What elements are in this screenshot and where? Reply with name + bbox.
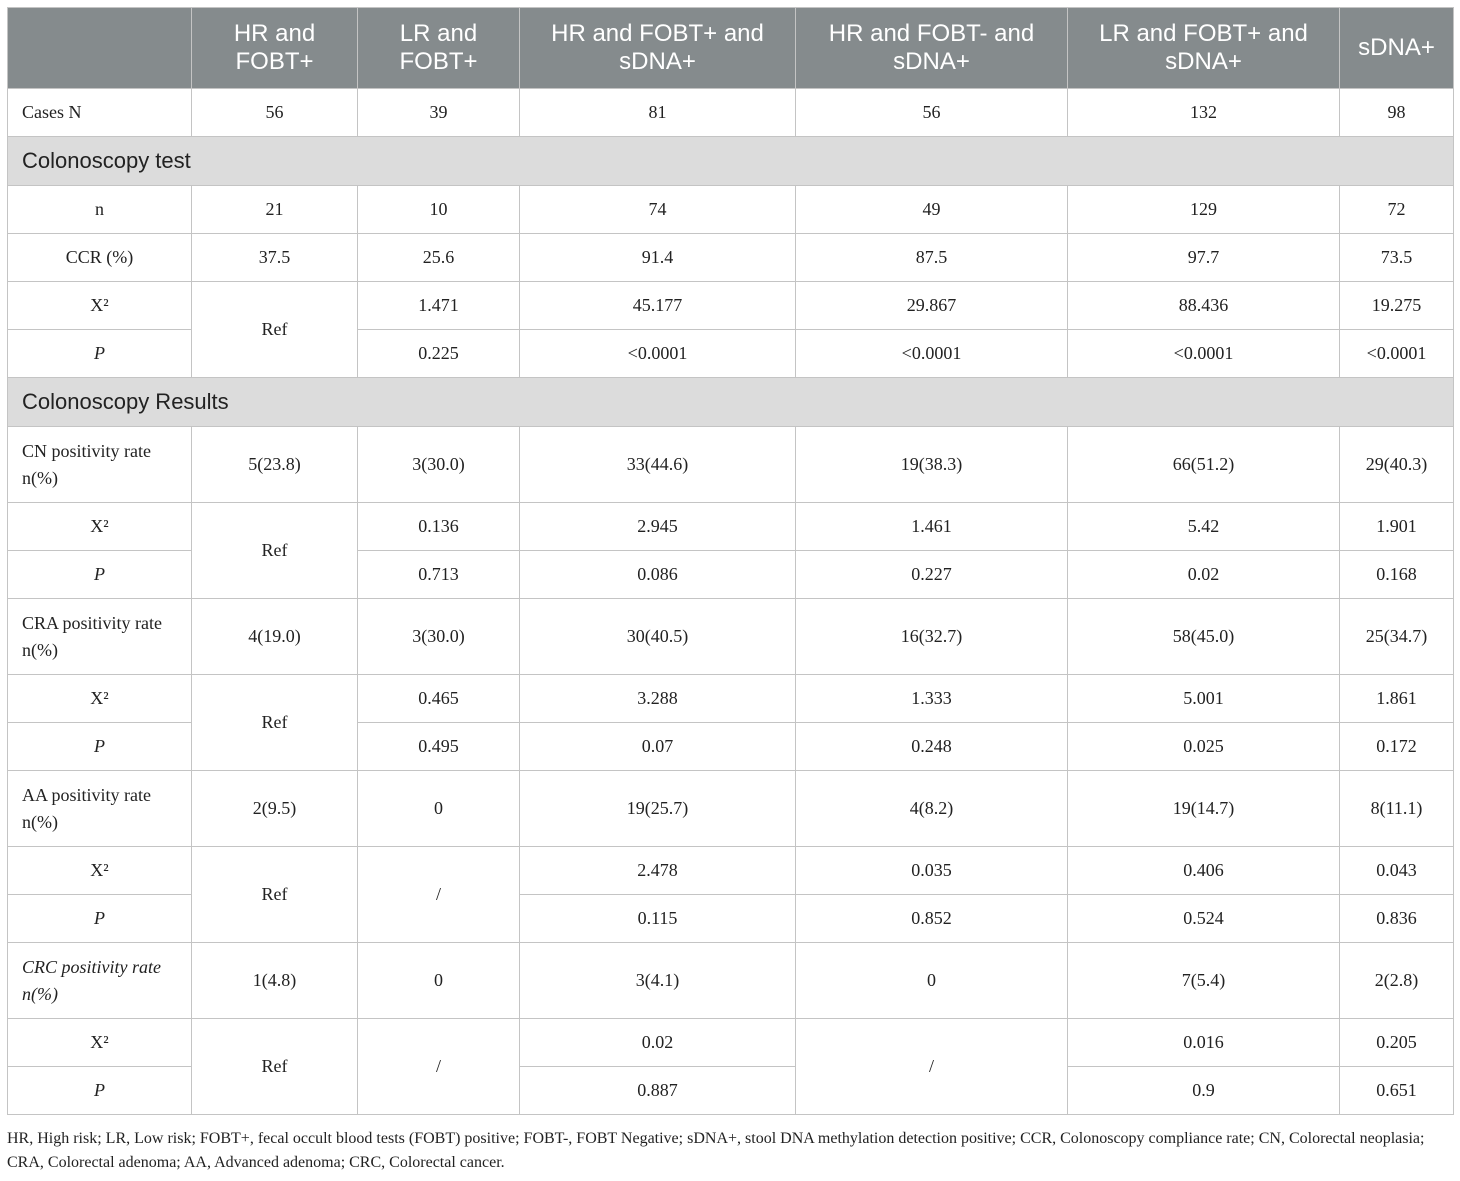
table-cell: 4(8.2) — [796, 771, 1068, 847]
table-cell: 81 — [520, 89, 796, 137]
table-cell: 0.205 — [1340, 1019, 1454, 1067]
table-cell: 0.227 — [796, 551, 1068, 599]
table-cell: 10 — [358, 186, 520, 234]
header-cell: LR and FOBT+ and sDNA+ — [1068, 8, 1340, 89]
table-cell: 98 — [1340, 89, 1454, 137]
table-cell: 0.02 — [1068, 551, 1340, 599]
header-row — [8, 8, 1454, 89]
table-cell: 2.478 — [520, 847, 796, 895]
table-cell: 0.465 — [358, 675, 520, 723]
ref-cell: Ref — [192, 1019, 358, 1115]
table-cell: 0.02 — [520, 1019, 796, 1067]
table-cell: 0.225 — [358, 330, 520, 378]
table-cell: 49 — [796, 186, 1068, 234]
table-cell: 5.42 — [1068, 503, 1340, 551]
table-cell: 1.471 — [358, 282, 520, 330]
table-cell: 91.4 — [520, 234, 796, 282]
table-cell: 66(51.2) — [1068, 427, 1340, 503]
table-cell: 0.887 — [520, 1067, 796, 1115]
table-cell: <0.0001 — [520, 330, 796, 378]
section-row — [8, 378, 1454, 427]
table-cell: 30(40.5) — [520, 599, 796, 675]
table-cell: 132 — [1068, 89, 1340, 137]
section-row — [8, 137, 1454, 186]
table-cell: 0.136 — [358, 503, 520, 551]
table-row — [8, 282, 1454, 330]
table-cell: 1.901 — [1340, 503, 1454, 551]
table-cell: 0.016 — [1068, 1019, 1340, 1067]
table-cell: 74 — [520, 186, 796, 234]
row-label: X² — [8, 282, 192, 330]
table-cell: 1(4.8) — [192, 943, 358, 1019]
ref-cell: Ref — [192, 282, 358, 378]
row-label: CCR (%) — [8, 234, 192, 282]
row-label: P — [8, 551, 192, 599]
table-cell: 0.086 — [520, 551, 796, 599]
table-cell: 0.172 — [1340, 723, 1454, 771]
table-cell: 87.5 — [796, 234, 1068, 282]
table-row — [8, 427, 1454, 503]
table-row — [8, 599, 1454, 675]
row-label: P — [8, 895, 192, 943]
table-cell: 0.852 — [796, 895, 1068, 943]
table-cell: 3(30.0) — [358, 599, 520, 675]
table-cell: 2(2.8) — [1340, 943, 1454, 1019]
row-label: n — [8, 186, 192, 234]
table-cell: 88.436 — [1068, 282, 1340, 330]
table-cell: 39 — [358, 89, 520, 137]
table-cell: 5(23.8) — [192, 427, 358, 503]
table-cell: 19(38.3) — [796, 427, 1068, 503]
table-cell: 45.177 — [520, 282, 796, 330]
ref-cell: Ref — [192, 675, 358, 771]
header-cell: HR and FOBT+ and sDNA+ — [520, 8, 796, 89]
table-cell: 73.5 — [1340, 234, 1454, 282]
header-cell: HR and FOBT- and sDNA+ — [796, 8, 1068, 89]
table-cell: 56 — [192, 89, 358, 137]
table-cell: 0.495 — [358, 723, 520, 771]
table-cell: 0.713 — [358, 551, 520, 599]
table-cell: 19(14.7) — [1068, 771, 1340, 847]
table-cell: 0.115 — [520, 895, 796, 943]
row-label: CRA positivity rate n(%) — [8, 599, 192, 675]
table-row — [8, 771, 1454, 847]
table-cell: 21 — [192, 186, 358, 234]
header-cell: HR and FOBT+ — [192, 8, 358, 89]
table-cell: 0.9 — [1068, 1067, 1340, 1115]
table-cell: 29.867 — [796, 282, 1068, 330]
table-cell: 3(4.1) — [520, 943, 796, 1019]
table-cell: <0.0001 — [796, 330, 1068, 378]
table-cell: 72 — [1340, 186, 1454, 234]
table-cell: 3(30.0) — [358, 427, 520, 503]
table-cell: <0.0001 — [1068, 330, 1340, 378]
table-cell: 1.333 — [796, 675, 1068, 723]
row-label: CN positivity rate n(%) — [8, 427, 192, 503]
table-row — [8, 675, 1454, 723]
ref-cell: Ref — [192, 503, 358, 599]
row-label: X² — [8, 1019, 192, 1067]
table-cell: 0.406 — [1068, 847, 1340, 895]
table-cell: 1.461 — [796, 503, 1068, 551]
table-cell: 0.043 — [1340, 847, 1454, 895]
na-cell: / — [358, 847, 520, 943]
header-cell: LR and FOBT+ — [358, 8, 520, 89]
table-row — [8, 503, 1454, 551]
table-cell: 0.035 — [796, 847, 1068, 895]
row-label: P — [8, 723, 192, 771]
section-title: Colonoscopy test — [8, 137, 1454, 186]
table-row — [8, 234, 1454, 282]
table-cell: <0.0001 — [1340, 330, 1454, 378]
row-label: X² — [8, 503, 192, 551]
table-cell: 1.861 — [1340, 675, 1454, 723]
table-cell: 4(19.0) — [192, 599, 358, 675]
table-row — [8, 943, 1454, 1019]
table-row — [8, 186, 1454, 234]
table-cell: 33(44.6) — [520, 427, 796, 503]
table-cell: 0.025 — [1068, 723, 1340, 771]
table-cell: 7(5.4) — [1068, 943, 1340, 1019]
table-cell: 3.288 — [520, 675, 796, 723]
row-label: AA positivity rate n(%) — [8, 771, 192, 847]
table-cell: 25(34.7) — [1340, 599, 1454, 675]
table-cell: 5.001 — [1068, 675, 1340, 723]
section-title: Colonoscopy Results — [8, 378, 1454, 427]
results-table — [7, 7, 1454, 1115]
table-cell: 0.836 — [1340, 895, 1454, 943]
table-row — [8, 89, 1454, 137]
table-cell: 2.945 — [520, 503, 796, 551]
table-cell: 0.168 — [1340, 551, 1454, 599]
row-label: Cases N — [8, 89, 192, 137]
table-cell: 97.7 — [1068, 234, 1340, 282]
table-row — [8, 1019, 1454, 1067]
row-label: P — [8, 330, 192, 378]
table-cell: 56 — [796, 89, 1068, 137]
table-cell: 58(45.0) — [1068, 599, 1340, 675]
table-cell: 19.275 — [1340, 282, 1454, 330]
table-cell: 0.524 — [1068, 895, 1340, 943]
table-row — [8, 847, 1454, 895]
table-cell: 16(32.7) — [796, 599, 1068, 675]
table-cell: 37.5 — [192, 234, 358, 282]
na-cell: / — [358, 1019, 520, 1115]
table-cell: 129 — [1068, 186, 1340, 234]
header-cell — [8, 8, 192, 89]
table-cell: 0.651 — [1340, 1067, 1454, 1115]
table-cell: 8(11.1) — [1340, 771, 1454, 847]
table-cell: 25.6 — [358, 234, 520, 282]
table-cell: 0 — [358, 943, 520, 1019]
row-label: X² — [8, 675, 192, 723]
row-label: P — [8, 1067, 192, 1115]
table-cell: 29(40.3) — [1340, 427, 1454, 503]
table-cell: 0 — [358, 771, 520, 847]
header-cell: sDNA+ — [1340, 8, 1454, 89]
table-cell: 0.248 — [796, 723, 1068, 771]
table-cell: 19(25.7) — [520, 771, 796, 847]
table-cell: 2(9.5) — [192, 771, 358, 847]
table-footnote: HR, High risk; LR, Low risk; FOBT+, fecal occult blood tests (FOBT) positive; FOBT-, FOBT Negative; sDNA+, stool DNA methylation detection positive; CCR, Colonoscopy compliance rate; CN, Colorectal neoplasia; CRA, Colorectal adenoma; AA, Advanced adenoma; CRC, Colorectal cancer. — [7, 1130, 1425, 1171]
table-cell: 0.07 — [520, 723, 796, 771]
table-cell: 0 — [796, 943, 1068, 1019]
row-label: X² — [8, 847, 192, 895]
na-cell: / — [796, 1019, 1068, 1115]
row-label: CRC positivity rate n(%) — [8, 943, 192, 1019]
ref-cell: Ref — [192, 847, 358, 943]
